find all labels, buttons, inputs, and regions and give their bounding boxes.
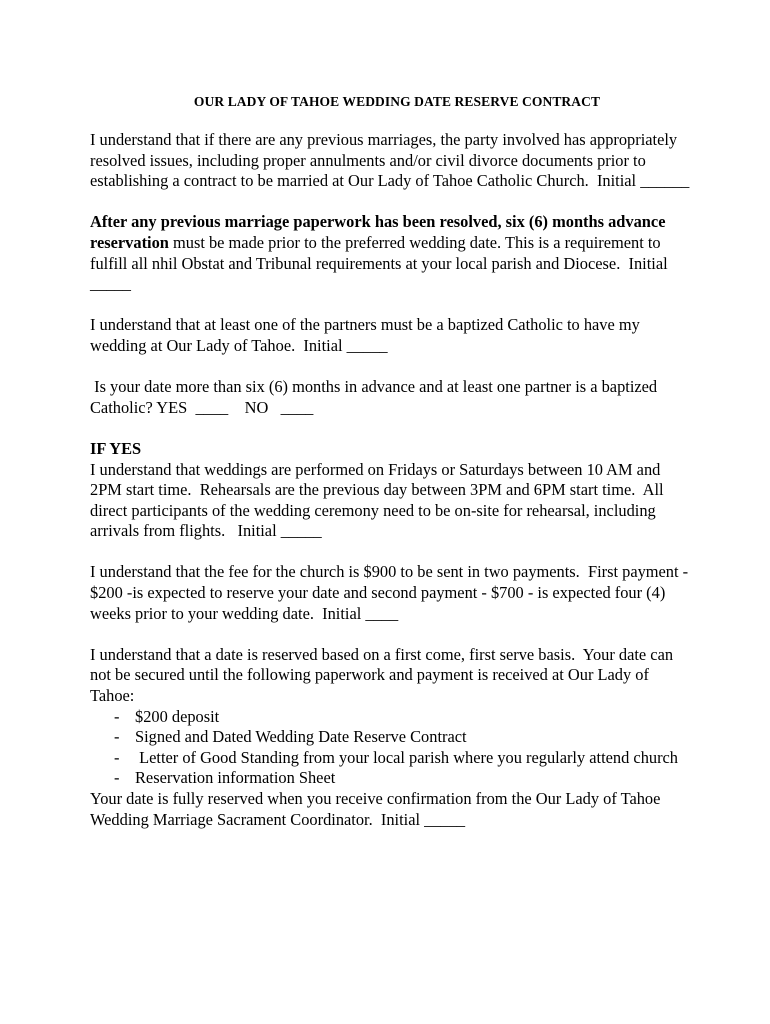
list-item xyxy=(90,727,690,748)
list-item-text: Letter of Good Standing from your local parish where you regularly attend church xyxy=(135,747,679,767)
list-item-text: Signed and Dated Wedding Date Reserve Contract xyxy=(135,727,467,747)
list-item-text: Reservation information Sheet xyxy=(135,768,336,788)
fee-clause: I understand that the fee for the church is $900 to be sent in two payments. First payment - $200 -is expected to reserve your date and second payment - $700 - is expected four (4) weeks prior to your wedding date. Initial ____ xyxy=(90,562,693,623)
confirmation-clause: Your date is fully reserved when you receive confirmation from the Our Lady of Tahoe Wedding Marriage Sacrament Coordinator. Initial _____ xyxy=(90,789,665,829)
eligibility-question: Is your date more than six (6) months in advance and at least one partner is a baptized Catholic? YES ____ NO ____ xyxy=(90,377,662,417)
requirements-list xyxy=(90,707,690,789)
list-dash: - xyxy=(114,706,120,726)
list-dash: - xyxy=(114,727,120,747)
advance-reservation-text: must be made prior to the preferred wedding date. This is a requirement to fulfill all nhil Obstat and Tribunal requirements at your local parish and Diocese. Initial _____ xyxy=(90,232,672,294)
page-title: OUR LADY OF TAHOE WEDDING DATE RESERVE CONTRACT xyxy=(193,94,601,109)
annulment-clause: I understand that if there are any previous marriages, the party involved has appropriately resolved issues, including proper annulments and/or civil divorce documents prior to establishing a contract to be married at Our Lady of Tahoe Catholic Church. Initial ______ xyxy=(90,130,690,191)
list-item xyxy=(90,768,690,789)
list-item xyxy=(90,707,690,728)
spacer xyxy=(90,624,690,645)
advance-reservation-clause xyxy=(90,212,690,294)
if-yes-heading: IF YES xyxy=(90,438,142,458)
spacer xyxy=(90,295,690,316)
spacer xyxy=(90,357,690,378)
list-item xyxy=(90,748,690,769)
advance-reservation-bold: After any previous marriage paperwork has been resolved, six (6) months advance reservation xyxy=(90,212,666,252)
spacer xyxy=(90,418,690,439)
reservation-basis-clause: I understand that a date is reserved based on a first come, first serve basis. Your date can not be secured until the following paperwork and payment is received at Our Lady of Tahoe: xyxy=(90,644,678,706)
schedule-clause: I understand that weddings are performed on Fridays or Saturdays between 10 AM and 2PM start time. Rehearsals are the previous day between 3PM and 6PM start time. All direct participants of the wedding ceremony need to be on-site for rehearsal, including arrivals from flights. Initial _____ xyxy=(90,459,668,541)
list-dash: - xyxy=(114,768,120,788)
list-item-text: $200 deposit xyxy=(135,706,220,726)
spacer xyxy=(90,192,690,213)
list-dash: - xyxy=(114,747,120,767)
baptized-catholic-clause: I understand that at least one of the partners must be a baptized Catholic to have my wedding at Our Lady of Tahoe. Initial _____ xyxy=(90,315,644,355)
spacer xyxy=(90,542,690,563)
